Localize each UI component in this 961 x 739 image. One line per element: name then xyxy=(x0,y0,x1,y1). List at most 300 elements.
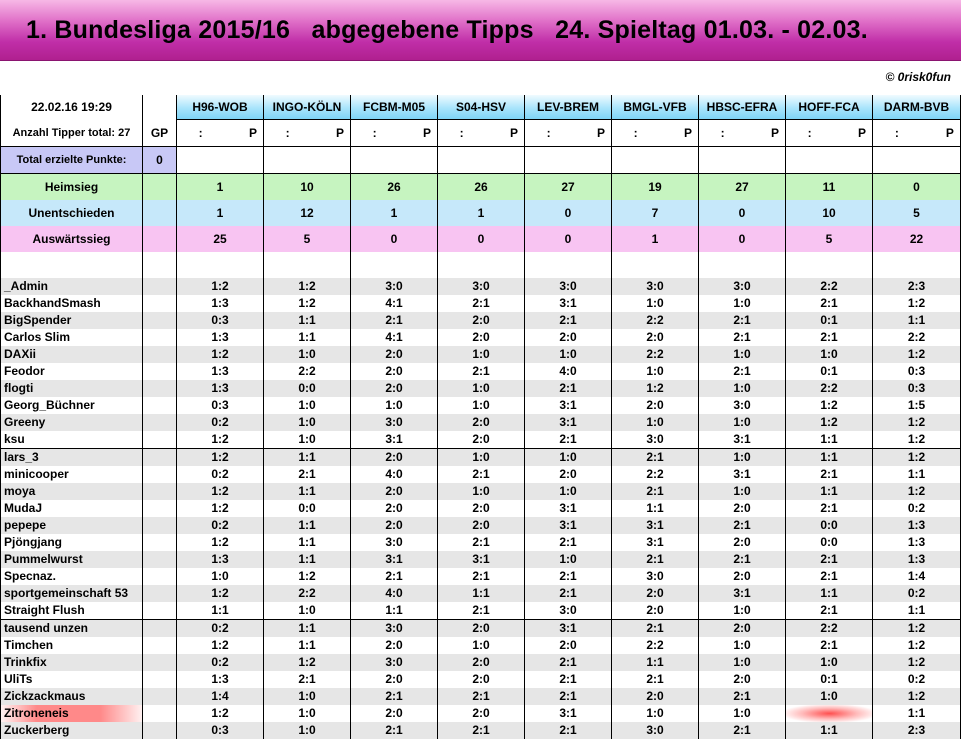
tip-cell: 1:1 xyxy=(873,466,961,483)
tip-cell: 2:0 xyxy=(438,654,525,671)
tipper-name: Zickzackmaus xyxy=(1,688,143,705)
tip-cell: 1:0 xyxy=(177,568,264,585)
header-row xyxy=(1,95,961,120)
tip-cell: 2:1 xyxy=(351,722,438,739)
tip-cell: 0:1 xyxy=(786,312,873,329)
tip-cell: 2:0 xyxy=(351,346,438,363)
score-colon: : xyxy=(546,126,551,140)
tipper-gp xyxy=(143,278,177,295)
tipper-row xyxy=(1,414,961,431)
home-win-count: 10 xyxy=(264,174,351,201)
tip-cell: 2:3 xyxy=(873,278,961,295)
tipper-gp xyxy=(143,602,177,620)
tipper-row xyxy=(1,654,961,671)
tip-cell: 1:2 xyxy=(873,620,961,638)
tip-cell: 1:1 xyxy=(264,637,351,654)
tipper-name: UliTs xyxy=(1,671,143,688)
away-win-count: 22 xyxy=(873,226,961,252)
match-header: INGO-KÖLN xyxy=(264,95,351,120)
tipper-name: MudaJ xyxy=(1,500,143,517)
tip-cell: 2:1 xyxy=(699,722,786,739)
tip-cell: 3:1 xyxy=(525,620,612,638)
tip-cell: 2:1 xyxy=(612,483,699,500)
tip-cell: 0:3 xyxy=(873,363,961,380)
tip-cell: 1:0 xyxy=(786,654,873,671)
page-title: 1. Bundesliga 2015/16 abgegebene Tipps 24. Spieltag 01.03. - 02.03. xyxy=(26,15,868,44)
home-win-count: 26 xyxy=(438,174,525,201)
tipper-gp xyxy=(143,671,177,688)
tipper-gp xyxy=(143,431,177,449)
away-win-count: 0 xyxy=(351,226,438,252)
tip-cell: 2:2 xyxy=(612,466,699,483)
tip-cell: 2:1 xyxy=(525,380,612,397)
tip-cell: 1:0 xyxy=(612,414,699,431)
total-points-cell xyxy=(177,147,264,174)
tipper-row xyxy=(1,671,961,688)
tip-cell: 2:0 xyxy=(351,637,438,654)
match-header: FCBM-M05 xyxy=(351,95,438,120)
tip-cell: 4:1 xyxy=(351,295,438,312)
tip-cell: 2:0 xyxy=(438,620,525,638)
tip-cell: 2:1 xyxy=(786,637,873,654)
tip-cell: 3:1 xyxy=(525,397,612,414)
tip-cell: 1:0 xyxy=(699,654,786,671)
tip-cell: 1:0 xyxy=(699,449,786,467)
tip-cell: 1:2 xyxy=(177,431,264,449)
tip-cell: 2:1 xyxy=(786,295,873,312)
title-banner xyxy=(0,0,961,61)
tip-cell: 2:2 xyxy=(612,312,699,329)
tip-cell: 1:2 xyxy=(264,278,351,295)
tip-cell: 3:1 xyxy=(525,295,612,312)
tip-cell: 1:0 xyxy=(264,414,351,431)
tip-cell: 3:0 xyxy=(612,431,699,449)
away-win-label: Auswärtssieg xyxy=(1,226,143,252)
tip-cell: 1:0 xyxy=(264,705,351,722)
spacer-cell xyxy=(351,252,438,278)
tipper-gp xyxy=(143,363,177,380)
tip-cell: 4:0 xyxy=(351,466,438,483)
tip-cell: 1:2 xyxy=(873,688,961,705)
tip-cell: 1:2 xyxy=(177,585,264,602)
tipper-name: sportgemeinschaft 53 xyxy=(1,585,143,602)
tip-cell: 1:3 xyxy=(177,363,264,380)
tip-cell: 3:1 xyxy=(612,534,699,551)
tipper-row xyxy=(1,363,961,380)
tip-cell: 1:1 xyxy=(264,483,351,500)
tipper-row xyxy=(1,637,961,654)
tip-cell: 0:2 xyxy=(177,466,264,483)
away-win-count: 0 xyxy=(525,226,612,252)
tip-cell: 1:3 xyxy=(177,551,264,568)
tip-cell: 1:4 xyxy=(873,568,961,585)
tipper-name: tausend unzen xyxy=(1,620,143,638)
tip-cell: 1:0 xyxy=(612,705,699,722)
tipper-gp xyxy=(143,517,177,534)
total-points-row xyxy=(1,147,961,174)
tip-cell: 2:1 xyxy=(612,551,699,568)
spacer-cell xyxy=(264,252,351,278)
tip-cell: 3:1 xyxy=(612,517,699,534)
away-win-count: 1 xyxy=(612,226,699,252)
tip-cell: 1:0 xyxy=(264,431,351,449)
tip-cell: 1:0 xyxy=(264,722,351,739)
draw-count: 1 xyxy=(351,200,438,226)
tipper-row xyxy=(1,397,961,414)
tip-cell: 2:1 xyxy=(351,688,438,705)
score-points-header xyxy=(873,120,961,147)
tip-cell: 2:0 xyxy=(612,397,699,414)
tip-cell: 3:0 xyxy=(612,278,699,295)
tip-cell: 3:1 xyxy=(525,705,612,722)
tipper-gp xyxy=(143,329,177,346)
tipper-count: Anzahl Tipper total: 27 xyxy=(1,120,143,147)
tip-cell: 1:0 xyxy=(438,449,525,467)
tip-cell: 3:1 xyxy=(525,414,612,431)
tip-cell: 2:0 xyxy=(699,568,786,585)
tip-cell: 1:2 xyxy=(873,295,961,312)
tipper-gp xyxy=(143,568,177,585)
tip-cell: 2:1 xyxy=(525,654,612,671)
home-win-label: Heimsieg xyxy=(1,174,143,201)
tip-cell: 2:1 xyxy=(612,671,699,688)
tip-cell: 0:1 xyxy=(786,363,873,380)
score-colon: : xyxy=(198,126,203,140)
tip-cell: 2:1 xyxy=(525,585,612,602)
tipper-row xyxy=(1,585,961,602)
tip-cell: 3:0 xyxy=(612,568,699,585)
points-label: P xyxy=(248,126,257,140)
tip-cell: 1:1 xyxy=(612,500,699,517)
tip-cell: 1:2 xyxy=(177,278,264,295)
tipper-name: Feodor xyxy=(1,363,143,380)
tip-cell: 1:0 xyxy=(699,602,786,620)
tip-cell: 4:1 xyxy=(351,329,438,346)
tipper-gp xyxy=(143,414,177,431)
tipper-gp xyxy=(143,722,177,739)
tipper-gp xyxy=(143,551,177,568)
draw-count: 0 xyxy=(699,200,786,226)
tip-cell: 2:1 xyxy=(786,568,873,585)
tipper-gp xyxy=(143,705,177,722)
tip-cell: 1:1 xyxy=(264,329,351,346)
draw-count: 1 xyxy=(438,200,525,226)
away-win-count: 25 xyxy=(177,226,264,252)
tip-cell: 0:0 xyxy=(264,500,351,517)
tipper-name: Timchen xyxy=(1,637,143,654)
tip-cell: 1:1 xyxy=(264,312,351,329)
tipper-name: Zitroneneis xyxy=(1,705,143,722)
tip-cell: 3:1 xyxy=(351,551,438,568)
total-points-cell xyxy=(438,147,525,174)
tip-cell: 1:0 xyxy=(786,688,873,705)
tip-cell: 2:1 xyxy=(525,568,612,585)
score-points-header xyxy=(177,120,264,147)
tip-cell: 1:0 xyxy=(699,380,786,397)
tip-cell: 4:0 xyxy=(525,363,612,380)
tip-cell: 2:1 xyxy=(699,551,786,568)
match-header: HOFF-FCA xyxy=(786,95,873,120)
spacer-cell xyxy=(873,252,961,278)
tip-cell: 1:3 xyxy=(873,517,961,534)
points-label: P xyxy=(683,126,692,140)
tip-cell: 2:3 xyxy=(873,722,961,739)
total-points-cell xyxy=(264,147,351,174)
tipper-row xyxy=(1,620,961,638)
tipper-name: minicooper xyxy=(1,466,143,483)
score-colon: : xyxy=(894,126,899,140)
tipper-row xyxy=(1,568,961,585)
subheader-row xyxy=(1,120,961,147)
tip-cell: 2:1 xyxy=(438,688,525,705)
tip-cell: 1:0 xyxy=(264,397,351,414)
draw-gp-cell xyxy=(143,200,177,226)
tipper-name: Specnaz. xyxy=(1,568,143,585)
tip-cell: 1:3 xyxy=(873,551,961,568)
home-win-gp-cell xyxy=(143,174,177,201)
gp-header: GP xyxy=(143,120,177,147)
tip-cell: 2:0 xyxy=(438,329,525,346)
tip-cell: 2:2 xyxy=(873,329,961,346)
tipper-row xyxy=(1,295,961,312)
tip-cell: 1:2 xyxy=(264,654,351,671)
tipper-row xyxy=(1,346,961,363)
tip-cell: 2:0 xyxy=(438,671,525,688)
points-label: P xyxy=(335,126,344,140)
match-header: LEV-BREM xyxy=(525,95,612,120)
tip-cell: 2:1 xyxy=(438,534,525,551)
tip-cell: 3:1 xyxy=(438,551,525,568)
tip-cell: 1:0 xyxy=(438,637,525,654)
tip-cell: 2:1 xyxy=(438,568,525,585)
draw-label: Unentschieden xyxy=(1,200,143,226)
tipper-name: pepepe xyxy=(1,517,143,534)
tip-cell: 2:1 xyxy=(438,722,525,739)
tip-cell: 1:3 xyxy=(177,329,264,346)
tip-cell: 2:1 xyxy=(786,500,873,517)
tip-cell: 2:1 xyxy=(786,329,873,346)
tip-cell: 1:0 xyxy=(264,602,351,620)
tip-cell: 1:1 xyxy=(264,449,351,467)
draw-row xyxy=(1,200,961,226)
tipper-name: Pummelwurst xyxy=(1,551,143,568)
score-points-header xyxy=(525,120,612,147)
tipper-gp xyxy=(143,637,177,654)
tip-cell: 0:2 xyxy=(873,500,961,517)
points-label: P xyxy=(509,126,518,140)
tipper-name: moya xyxy=(1,483,143,500)
tip-cell: 1:0 xyxy=(699,705,786,722)
tip-cell: 1:2 xyxy=(177,705,264,722)
tip-cell: 2:0 xyxy=(525,637,612,654)
tip-cell: 0:2 xyxy=(873,585,961,602)
copyright-label: © 0risk0fun xyxy=(885,70,951,84)
tip-cell: 1:4 xyxy=(177,688,264,705)
tipper-name: Carlos Slim xyxy=(1,329,143,346)
tip-cell: 2:1 xyxy=(612,449,699,467)
tip-cell: 4:0 xyxy=(351,585,438,602)
score-points-header xyxy=(351,120,438,147)
tipper-gp xyxy=(143,534,177,551)
spacer-cell xyxy=(525,252,612,278)
tipper-gp xyxy=(143,620,177,638)
tipper-gp xyxy=(143,346,177,363)
tip-cell: 1:2 xyxy=(873,483,961,500)
tipper-row xyxy=(1,551,961,568)
tip-cell: 2:0 xyxy=(438,414,525,431)
tip-cell: 2:2 xyxy=(264,363,351,380)
score-colon: : xyxy=(459,126,464,140)
tipper-row xyxy=(1,431,961,449)
tip-cell: 2:1 xyxy=(699,312,786,329)
tip-cell: 1:2 xyxy=(873,637,961,654)
score-points-header xyxy=(264,120,351,147)
tip-cell: 2:0 xyxy=(351,449,438,467)
tip-cell: 2:0 xyxy=(612,602,699,620)
total-points-value: 0 xyxy=(143,147,177,174)
tip-cell: 2:1 xyxy=(525,722,612,739)
total-points-cell xyxy=(786,147,873,174)
tip-cell: 2:1 xyxy=(351,312,438,329)
score-colon: : xyxy=(372,126,377,140)
tipper-gp xyxy=(143,483,177,500)
tipper-name: flogti xyxy=(1,380,143,397)
home-win-count: 11 xyxy=(786,174,873,201)
tip-cell: 2:0 xyxy=(699,620,786,638)
away-win-count: 5 xyxy=(264,226,351,252)
tip-cell: 3:0 xyxy=(438,278,525,295)
tip-cell: 1:2 xyxy=(177,483,264,500)
tipper-gp xyxy=(143,380,177,397)
tip-cell: 1:1 xyxy=(438,585,525,602)
tip-cell: 0:2 xyxy=(177,517,264,534)
tip-cell: 1:2 xyxy=(786,414,873,431)
tip-cell: 2:2 xyxy=(264,585,351,602)
tip-cell: 2:1 xyxy=(699,329,786,346)
tip-cell: 3:0 xyxy=(351,534,438,551)
tip-cell: 2:1 xyxy=(699,688,786,705)
score-colon: : xyxy=(285,126,290,140)
tip-cell: 1:1 xyxy=(786,722,873,739)
tip-cell: 1:1 xyxy=(264,551,351,568)
tip-cell: 1:2 xyxy=(873,449,961,467)
tip-cell: 0:2 xyxy=(177,414,264,431)
tip-cell: 1:2 xyxy=(873,414,961,431)
tip-cell: 1:0 xyxy=(699,637,786,654)
tip-cell: 3:0 xyxy=(351,278,438,295)
tipper-name: ksu xyxy=(1,431,143,449)
tip-cell: 0:2 xyxy=(177,620,264,638)
home-win-count: 1 xyxy=(177,174,264,201)
score-colon: : xyxy=(807,126,812,140)
total-points-cell xyxy=(525,147,612,174)
total-points-cell xyxy=(873,147,961,174)
tip-cell: 3:0 xyxy=(612,722,699,739)
tip-cell: 2:0 xyxy=(351,380,438,397)
points-label: P xyxy=(857,126,866,140)
tipper-row xyxy=(1,278,961,295)
tipper-name: BigSpender xyxy=(1,312,143,329)
tipper-name: Straight Flush xyxy=(1,602,143,620)
tip-cell: 1:0 xyxy=(525,449,612,467)
tip-cell: 1:0 xyxy=(612,295,699,312)
home-win-count: 27 xyxy=(699,174,786,201)
total-points-label: Total erzielte Punkte: xyxy=(1,147,143,174)
tipper-name: Zuckerberg xyxy=(1,722,143,739)
total-points-cell xyxy=(699,147,786,174)
tip-cell: 1:2 xyxy=(873,346,961,363)
tip-cell: 1:0 xyxy=(438,346,525,363)
spacer-cell xyxy=(438,252,525,278)
tipper-row xyxy=(1,483,961,500)
tipper-name: DAXii xyxy=(1,346,143,363)
match-header: BMGL-VFB xyxy=(612,95,699,120)
tip-cell: 1:1 xyxy=(873,312,961,329)
tip-cell: 1:3 xyxy=(177,380,264,397)
match-header: DARM-BVB xyxy=(873,95,961,120)
tipper-name: Georg_Büchner xyxy=(1,397,143,414)
tip-cell: 0:0 xyxy=(786,534,873,551)
tipper-gp xyxy=(143,449,177,467)
points-label: P xyxy=(422,126,431,140)
tip-cell: 1:1 xyxy=(612,654,699,671)
tip-cell: 1:0 xyxy=(525,346,612,363)
spacer-cell xyxy=(143,252,177,278)
away-win-gp-cell xyxy=(143,226,177,252)
draw-count: 1 xyxy=(177,200,264,226)
tip-cell: 2:0 xyxy=(351,671,438,688)
home-win-count: 27 xyxy=(525,174,612,201)
home-win-row xyxy=(1,174,961,201)
spacer-cell xyxy=(177,252,264,278)
tipper-row xyxy=(1,449,961,467)
tip-cell: 2:0 xyxy=(699,534,786,551)
tip-cell: 2:1 xyxy=(786,551,873,568)
tip-cell: 1:1 xyxy=(786,585,873,602)
tip-cell: 1:0 xyxy=(699,483,786,500)
tip-cell: 1:2 xyxy=(177,637,264,654)
tip-cell: 2:0 xyxy=(438,517,525,534)
tipper-gp xyxy=(143,397,177,414)
match-header: S04-HSV xyxy=(438,95,525,120)
tip-cell: 2:1 xyxy=(525,312,612,329)
tipper-row xyxy=(1,688,961,705)
tip-cell: 2:1 xyxy=(525,671,612,688)
tip-cell: 1:2 xyxy=(264,568,351,585)
tip-cell: 2:0 xyxy=(612,585,699,602)
tip-cell: 1:0 xyxy=(351,397,438,414)
tip-cell: 0:0 xyxy=(786,517,873,534)
tip-cell: 2:1 xyxy=(438,466,525,483)
tip-cell: 1:2 xyxy=(873,654,961,671)
tipper-gp xyxy=(143,312,177,329)
tipper-name: Trinkfix xyxy=(1,654,143,671)
tip-cell: 2:1 xyxy=(612,620,699,638)
tip-cell: 2:1 xyxy=(699,363,786,380)
tipper-name: Greeny xyxy=(1,414,143,431)
tip-cell: 2:0 xyxy=(699,500,786,517)
tip-cell: 1:0 xyxy=(699,414,786,431)
score-points-header xyxy=(438,120,525,147)
tip-cell: 1:2 xyxy=(177,449,264,467)
tip-cell: 1:1 xyxy=(264,517,351,534)
tip-cell: 2:1 xyxy=(264,671,351,688)
tip-cell: 2:1 xyxy=(438,602,525,620)
tip-cell: 2:1 xyxy=(525,431,612,449)
tip-cell: 2:2 xyxy=(786,278,873,295)
total-points-cell xyxy=(612,147,699,174)
tip-cell: 1:0 xyxy=(699,295,786,312)
